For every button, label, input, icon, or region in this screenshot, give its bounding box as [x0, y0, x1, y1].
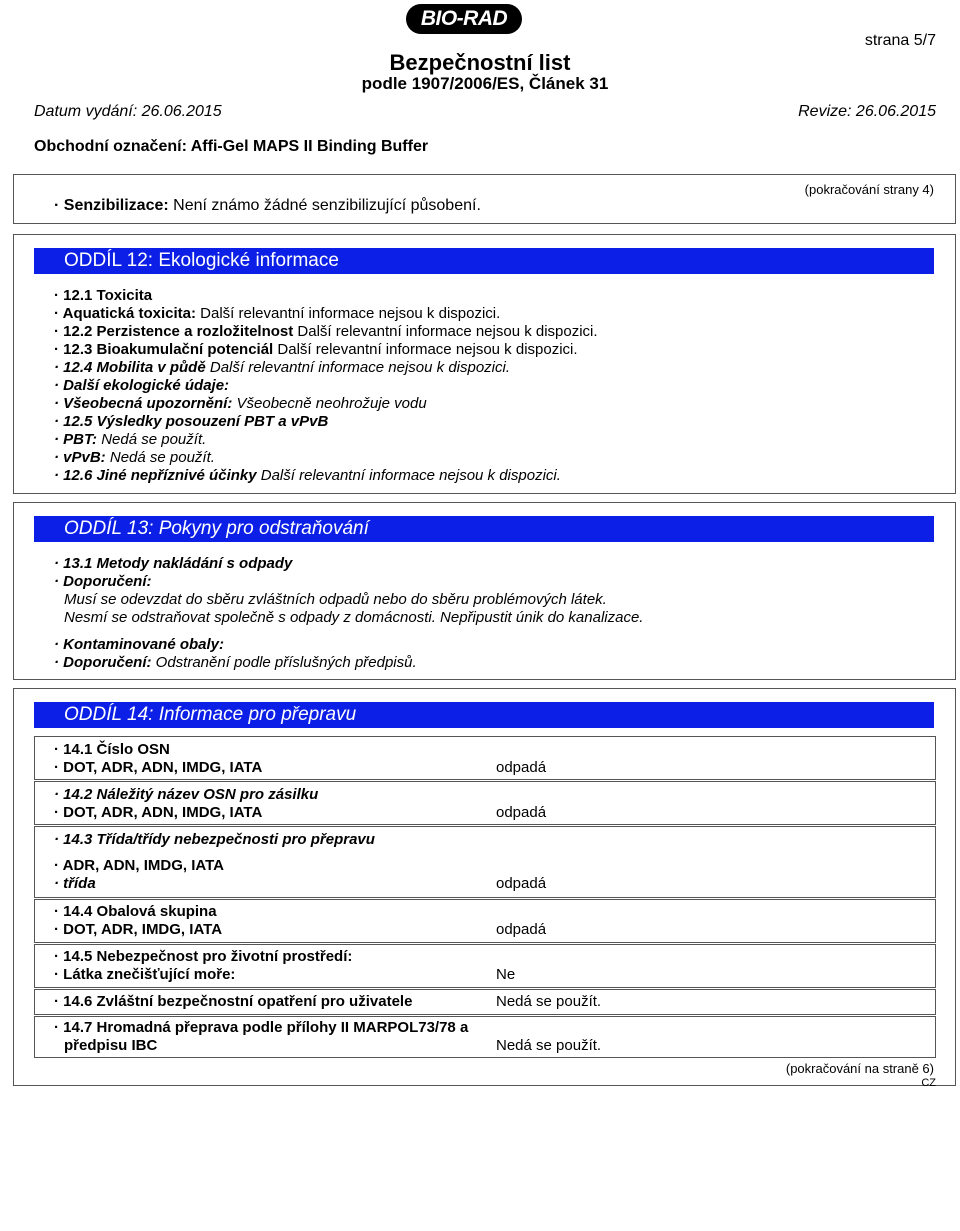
section-13-heading: ODDÍL 13: Pokyny pro odstraňování: [34, 516, 934, 542]
s14-label: · DOT, ADR, ADN, IMDG, IATA: [54, 759, 263, 776]
continuation-note-bottom: (pokračování na straně 6): [785, 1061, 934, 1076]
issue-date: Datum vydání: 26.06.2015: [34, 103, 222, 120]
s12-line: · 12.5 Výsledky posouzení PBT a vPvB: [54, 413, 329, 430]
s12-line: · Další ekologické údaje:: [54, 377, 230, 394]
s14-label: · DOT, ADR, ADN, IMDG, IATA: [54, 804, 263, 821]
s14-label: · třída: [54, 875, 96, 892]
s14-label: · DOT, ADR, IMDG, IATA: [54, 921, 223, 938]
sensitization-label: · Senzibilizace:: [54, 197, 169, 214]
s14-label: · 14.5 Nebezpečnost pro životní prostředí:: [54, 948, 353, 965]
sensitization-line: [54, 197, 481, 215]
s12-line: · 12.3 Bioakumulační potenciál Další relevantní informace nejsou k dispozici.: [54, 341, 578, 358]
s14-label: · ADR, ADN, IMDG, IATA: [54, 857, 224, 874]
s14-label: · 14.1 Číslo OSN: [54, 741, 170, 758]
product-name: Obchodní označení: Affi-Gel MAPS II Binding Buffer: [34, 138, 429, 155]
s14-label: · 14.6 Zvláštní bezpečnostní opatření pro uživatele: [54, 993, 413, 1010]
s13-line: · Doporučení: Odstranění podle příslušných předpisů.: [54, 654, 417, 671]
s14-value: Ne: [496, 966, 516, 983]
revision-date: Revize: 26.06.2015: [798, 103, 936, 120]
s12-line: · Aquatická toxicita: Další relevantní informace nejsou k dispozici.: [54, 305, 501, 322]
page-number: strana 5/7: [864, 32, 936, 49]
s14-value: Nedá se použít.: [496, 993, 602, 1010]
s12-line: · 12.2 Perzistence a rozložitelnost Další relevantní informace nejsou k dispozici.: [54, 323, 598, 340]
s14-value: Nedá se použít.: [496, 1037, 602, 1054]
date-row: [34, 103, 936, 121]
s12-line: · PBT: Nedá se použít.: [54, 431, 207, 448]
s12-line: · 12.4 Mobilita v půdě Další relevantní informace nejsou k dispozici.: [54, 359, 511, 376]
language-code: CZ: [921, 1077, 936, 1089]
s14-value: odpadá: [496, 921, 547, 938]
s14-label: předpisu IBC: [64, 1037, 158, 1054]
section-12-heading: ODDÍL 12: Ekologické informace: [34, 248, 934, 274]
document-subtitle: podle 1907/2006/ES, Článek 31: [361, 74, 609, 93]
s12-line: · 12.1 Toxicita: [54, 287, 153, 304]
bio-rad-logo: [406, 4, 522, 34]
s14-label: · 14.7 Hromadná přeprava podle přílohy II MARPOL73/78 a: [54, 1019, 469, 1036]
s12-line: · 12.6 Jiné nepříznivé účinky Další relevantní informace nejsou k dispozici.: [54, 467, 561, 484]
logo-text: BIO-RAD: [420, 7, 508, 30]
s14-value: odpadá: [496, 759, 547, 776]
s14-label: · 14.3 Třída/třídy nebezpečnosti pro přepravu: [54, 831, 375, 848]
s14-label: · Látka znečišťující moře:: [54, 966, 236, 983]
section-14-heading: ODDÍL 14: Informace pro přepravu: [34, 702, 934, 728]
s12-line: · vPvB: Nedá se použít.: [54, 449, 215, 466]
s12-line: · Všeobecná upozornění: Všeobecně neohrožuje vodu: [54, 395, 427, 412]
s14-value: odpadá: [496, 875, 547, 892]
s14-value: odpadá: [496, 804, 547, 821]
s13-line: · Kontaminované obaly:: [54, 636, 225, 653]
s14-label: · 14.4 Obalová skupina: [54, 903, 217, 920]
document-title: Bezpečnostní list: [389, 50, 571, 75]
continuation-note-top: (pokračování strany 4): [804, 182, 934, 197]
s13-line: Musí se odevzdat do sběru zvláštních odpadů nebo do sběru problémových látek.: [64, 591, 607, 608]
s13-line: · Doporučení:: [54, 573, 152, 590]
s13-line: Nesmí se odstraňovat společně s odpady z domácnosti. Nepřipustit únik do kanalizace.: [64, 609, 644, 626]
sensitization-text: Není známo žádné senzibilizující působení.: [168, 197, 481, 214]
s13-line: · 13.1 Metody nakládání s odpady: [54, 555, 293, 572]
s14-label: · 14.2 Náležitý název OSN pro zásilku: [54, 786, 319, 803]
